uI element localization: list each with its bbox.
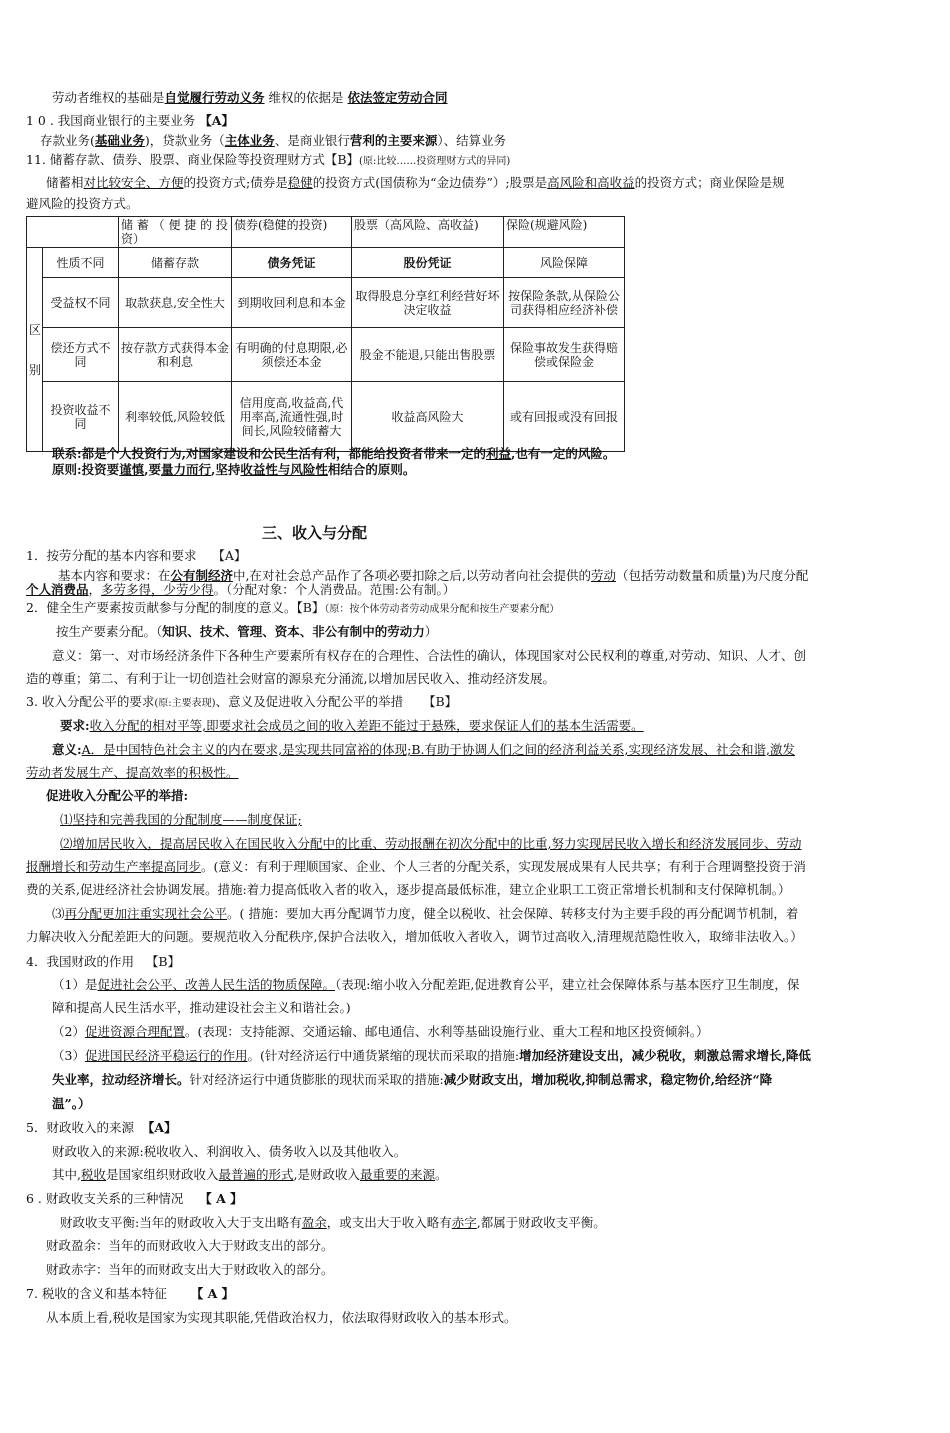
line-s3d: 促进收入分配公平的举措: [46,788,189,803]
line-s3a: 要求:收入分配的相对平等,即要求社会成员之间的收入差距不能过于悬殊，要求保证人们的基本生活需要。 [60,718,644,733]
table-cell: 按存款方式获得本金和利息 [119,328,232,382]
table-cell: 股金不能退,只能出售股票 [352,328,504,382]
line-s6b: 财政盈余：当年的而财政收入大于财政支出的部分。 [46,1238,334,1253]
table-row [27,382,625,452]
table-cell: 或有回报或没有回报 [504,382,625,452]
line-s7a: 从本质上看,税收是国家为实现其职能,凭借政治权力，依法取得财政收入的基本形式。 [46,1310,517,1325]
table-header-row [27,217,625,248]
table-cell: 按保险条款,从保险公司获得相应经济补偿 [504,278,625,328]
table-cell: 受益权不同 [43,278,119,328]
heading-s6: 6 . 财政收支关系的三种情况 【 A 】 [26,1191,243,1206]
table-row [27,278,625,328]
table-cell: 取得股息分享红利经营好坏决定收益 [352,278,504,328]
table-row [27,248,625,278]
table-cell: 利率较低,风险较低 [119,382,232,452]
line-s1b: 个人消费品，多劳多得，少劳少得。（分配对象：个人消费品。范围:公有制。） [26,582,456,597]
table-cell: 储蓄存款 [119,248,232,278]
table-cell: 到期收回利息和本金 [232,278,352,328]
section-title: 三、收入与分配 [262,524,368,542]
line-s2a: 按生产要素分配。（知识、技术、管理、资本、非公有制中的劳动力） [56,624,438,639]
line-s5a: 财政收入的来源:税收收入、利润收入、债务收入以及其他收入。 [52,1144,407,1159]
comparison-table [26,216,625,452]
line-s4d: （3）促进国民经济平稳运行的作用。(针对经济运行中通货紧缩的现状而采取的措施:增加经济建设支出，减少税收，刺激总需求增长,降低 [52,1048,811,1063]
line-s4c: （2）促进资源合理配置。(表现：支持能源、交通运输、邮电通信、水利等基础设施行业、重大工程和地区投资倾斜。） [52,1024,709,1039]
heading-s4: 4．我国财政的作用 【B】 [26,954,181,969]
heading-investment: 11. 储蓄存款、债券、股票、商业保险等投资理财方式【B】(原:比较……投资理财方式的异同) [26,152,511,167]
table-cell: 信用度高,收益高,代用率高,流通性强,时间长,风险较储蓄大 [232,382,352,452]
table-cell: 股份凭证 [352,248,504,278]
table-header: 储 蓄 （ 便 捷 的 投资） [119,217,232,248]
line-connection: 联系:都是个人投资行为,对国家建设和公民生活有利，都能给投资者带来一定的利益,也有一定的风险。 [52,446,616,461]
line-s2b: 意义：第一、对市场经济条件下各种生产要素所有权存在的合理性、合法性的确认，体现国家对公民权利的尊重,对劳动、知识、人才、创 [52,648,806,663]
line-s2c: 造的尊重；第二、有利于让一切创造社会财富的源泉充分涌流,以增加居民收入、推动经济发展。 [26,671,555,686]
heading-s2: 2．健全生产要素按贡献参与分配的制度的意义。【B】（原：按个体劳动者劳动成果分配和按生产要素分配） [26,600,560,615]
line-s1a: 基本内容和要求：在公有制经济中,在对社会总产品作了各项必要扣除之后,以劳动者向社会提供的劳动（包括劳动数量和质量)为尺度分配 [58,568,809,583]
line-s4b: 障和提高人民生活水平，推动建设社会主义和谐社会。) [52,1000,351,1015]
line-s3b: 意义:A．是中国特色社会主义的内在要求,是实现共同富裕的体现;B.有助于协调人们之间的经济利益关系,实现经济发展、社会和谐,激发 [52,742,795,757]
heading-s3: 3. 收入分配公平的要求(原:主要表现)、意义及促进收入分配公平的举措 【B】 [26,694,458,709]
table-cell: 有明确的付息期限,必须偿还本金 [232,328,352,382]
line-s3j: 力解决收入分配差距大的问题。要规范收入分配秩序,保护合法收入，增加低收入者收入，调节过高收入,清理规范隐性收入，取缔非法收入。） [26,929,803,944]
line-bank-business: 存款业务(基础业务)，贷款业务（主体业务、是商业银行营利的主要来源）、结算业务 [40,133,507,148]
line-s5b: 其中,税收是国家组织财政收入最普遍的形式,是财政收入最重要的来源。 [52,1167,448,1182]
table-corner [27,217,119,248]
line-principle: 原则:投资要谨慎,要量力而行,坚持收益性与风险性相结合的原则。 [52,462,416,477]
table-cell: 投资收益不同 [43,382,119,452]
table-cell: 保险事故发生获得赔偿或保险金 [504,328,625,382]
line-s3h: 费的关系,促进经济社会协调发展。措施:着力提高低收入者的收入，逐步提高最低标准，建立企业职工工资正常增长机制和支付保障机制。） [26,882,791,897]
table-header: 股票（高风险、高收益) [352,217,504,248]
line-s3g: 报酬增长和劳动生产率提高同步。(意义：有利于理顺国家、企业、个人三者的分配关系，实现发展成果有人民共享；有利于合理调整投资于消 [26,859,806,874]
line-s4f: 温”。） [52,1096,91,1111]
heading-s7: 7. 税收的含义和基本特征 【 A 】 [26,1286,235,1301]
table-cell: 收益高风险大 [352,382,504,452]
line-s4a: （1）是促进社会公平、改善人民生活的物质保障。（表现:缩小收入分配差距,促进教育公平，建立社会保障体系与基本医疗卫生制度，保 [52,977,800,992]
table-cell: 性质不同 [43,248,119,278]
line-s3e: ⑴坚持和完善我国的分配制度——制度保证; [60,812,302,827]
line-investment-1: 储蓄相对比较安全、方便的投资方式;债券是稳健的投资方式(国债称为“金边债券”）;股票是高风险和高收益的投资方式；商业保险是规 [46,175,785,190]
heading-s5: 5．财政收入的来源 【A】 [26,1120,177,1135]
table-header: 保险(规避风险) [504,217,625,248]
table-cell: 风险保障 [504,248,625,278]
table-side-label: 区 别 [27,248,43,452]
table-header: 债券(稳健的投资) [232,217,352,248]
heading-bank-business: 1 0 . 我国商业银行的主要业务 【A】 [26,113,234,128]
line-s4e: 失业率，拉动经济增长。针对经济运行中通货膨胀的现状而采取的措施:减少财政支出，增加税收,抑制总需求，稳定物价,给经济“降 [52,1072,773,1087]
table-cell: 偿还方式不同 [43,328,119,382]
line-s6a: 财政收支平衡:当年的财政收入大于支出略有盈余，或支出大于收入略有赤字,都属于财政收支平衡。 [60,1215,606,1230]
line-rights: 劳动者维权的基础是自觉履行劳动义务 维权的依据是 依法签定劳动合同 [52,90,448,105]
table-cell: 债务凭证 [232,248,352,278]
line-s6c: 财政赤字：当年的而财政支出大于财政收入的部分。 [46,1262,334,1277]
table-row [27,328,625,382]
line-investment-2: 避风险的投资方式。 [26,196,139,211]
table-cell: 取款获息,安全性大 [119,278,232,328]
line-s3c: 劳动者发展生产、提高效率的积极性。 [26,765,239,780]
line-s3i: ⑶再分配更加注重实现社会公平。( 措施：要加大再分配调节力度，健全以税收、社会保障、转移支付为主要手段的再分配调节机制，着 [52,906,799,921]
heading-s1: 1．按劳分配的基本内容和要求 【A】 [26,548,247,563]
line-s3f: ⑵增加居民收入，提高居民收入在国民收入分配中的比重、劳动报酬在初次分配中的比重,努力实现居民收入增长和经济发展同步、劳动 [60,836,802,851]
